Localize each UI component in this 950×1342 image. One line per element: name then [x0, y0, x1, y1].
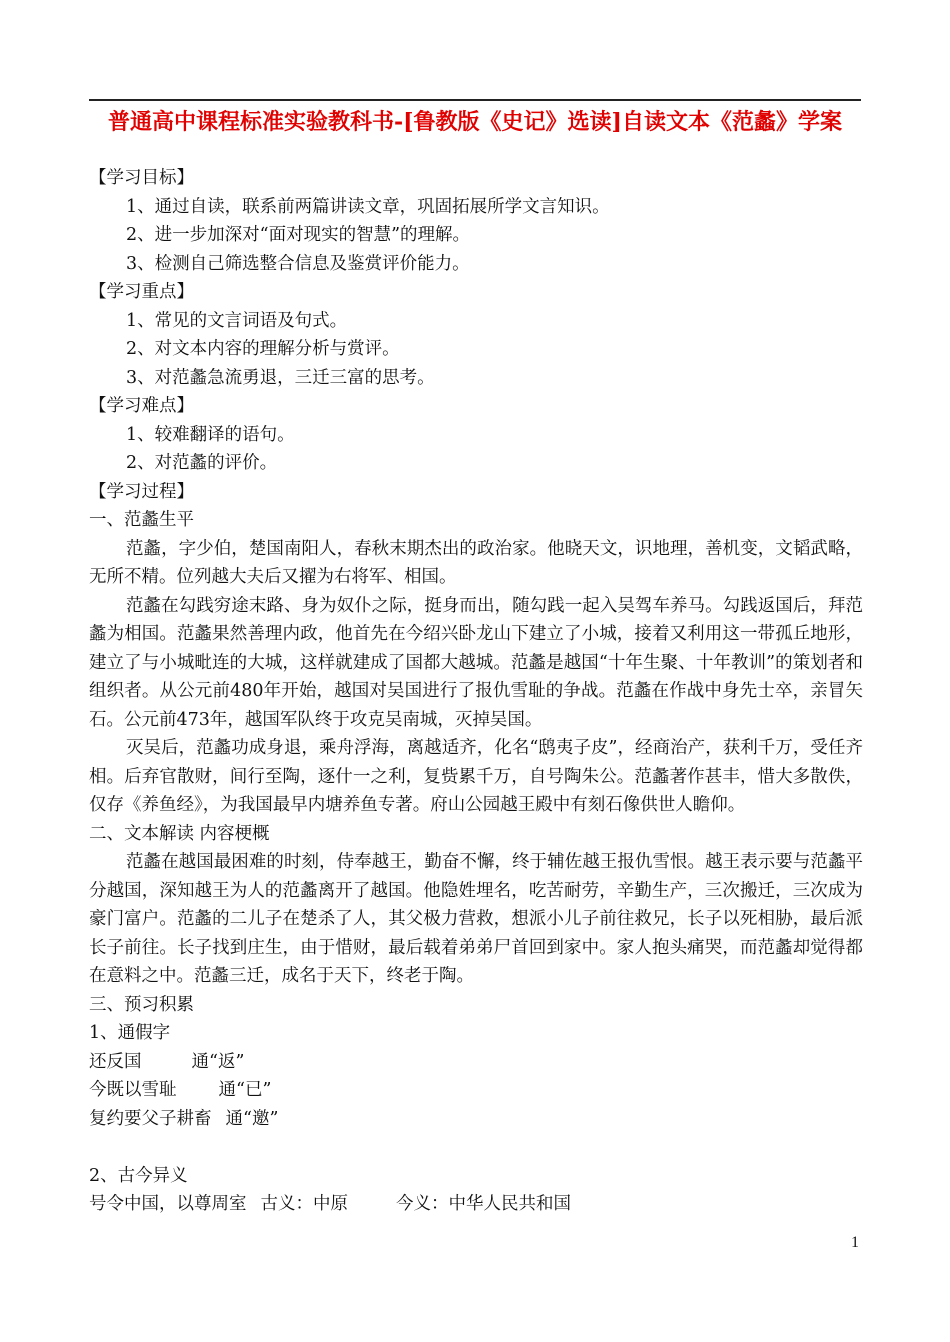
key-points-heading: 【学习重点】: [89, 282, 194, 302]
tongjiazi-phrase: 今既以雪耻: [89, 1080, 177, 1100]
biography-paragraph: 范蠡在勾践穷途末路、身为奴仆之际，挺身而出，随勾践一起入吴驾车养马。勾践返国后，拜范蠡为相国。范蠡果然善理内政，他首先在今绍兴卧龙山下建立了小城，接着又利用这一带孤丘地形，建立了与小城毗连的大城，这样就建成了国都大越城。范蠡是越国“十年生聚、十年教训”的策划者和组织者。从公元前480年开始，越国对吴国进行了报仇雪耻的争战。范蠡在作战中身先士卒，亲冒矢石。公元前473年，越国军队终于攻克吴南城，灭掉吴国。: [89, 595, 863, 730]
tongjiazi-row: [89, 1105, 863, 1134]
tongjiazi-row: [89, 1076, 863, 1105]
summary-heading: 二、文本解读 内容梗概: [89, 823, 270, 844]
difficulty-item: 2、对范蠡的评价。: [126, 453, 278, 473]
document-body: [89, 164, 863, 1219]
gujinyiyi-ancient: 古义：中原: [260, 1194, 348, 1214]
page-number: 1: [851, 1234, 859, 1251]
objectives-heading: 【学习目标】: [89, 168, 194, 188]
objective-item: 1、通过自读，联系前两篇讲读文章，巩固拓展所学文言知识。: [126, 196, 610, 217]
objective-item: 3、检测自己筛选整合信息及鉴赏评价能力。: [126, 253, 470, 274]
gujinyiyi-row: [89, 1190, 863, 1219]
biography-heading: 一、范蠡生平: [89, 510, 194, 530]
biography-paragraph: 范蠡，字少伯，楚国南阳人，春秋末期杰出的政治家。他晓天文，识地理，善机变，文韬武略，无所不精。位列越大夫后又擢为右将军、相国。: [89, 538, 863, 587]
difficulty-item: 1、较难翻译的语句。: [126, 424, 295, 445]
key-point-item: 2、对文本内容的理解分析与赏评。: [126, 339, 400, 359]
tongjiazi-phrase: 还反国: [89, 1051, 142, 1072]
gujinyiyi-modern: 今义：中华人民共和国: [396, 1194, 571, 1214]
gujinyiyi-heading: 2、古今异义: [89, 1165, 188, 1186]
tongjiazi-phrase: 复约要父子耕畜: [89, 1108, 212, 1129]
document-title: 普通高中课程标准实验教科书-[鲁教版《史记》选读]自读文本《范蠡》学案: [108, 109, 842, 135]
objective-item: 2、进一步加深对“面对现实的智慧”的理解。: [126, 225, 471, 245]
difficulties-heading: 【学习难点】: [89, 396, 194, 416]
preview-heading: 三、预习积累: [89, 994, 194, 1015]
summary-paragraph: 范蠡在越国最困难的时刻，侍奉越王，勤奋不懈，终于辅佐越王报仇雪恨。越王表示要与范蠡平分越国，深知越王为人的范蠡离开了越国。他隐姓埋名，吃苦耐劳，辛勤生产，三次搬迁，三次成为豪门富户。范蠡的二儿子在楚杀了人，其父极力营救，想派小儿子前往救兄，长子以死相胁，最后派长子前往。长子找到庄生，由于惜财，最后载着弟弟尸首回到家中。家人抱头痛哭，而范蠡却觉得都在意料之中。范蠡三迁，成名于天下，终老于陶。: [89, 852, 863, 986]
gujinyiyi-phrase: 号令中国，以尊周室: [89, 1194, 247, 1214]
process-heading: 【学习过程】: [89, 481, 194, 502]
blank-line: [89, 1133, 863, 1162]
key-point-item: 1、常见的文言词语及句式。: [126, 310, 348, 331]
tongjiazi-heading: 1、通假字: [89, 1023, 171, 1043]
biography-paragraph: 灭吴后，范蠡功成身退，乘舟浮海，离越适齐，化名“鸱夷子皮”，经商治产，获利千万，受任齐相。后弃官散财，间行至陶，逐什一之利，复赀累千万，自号陶朱公。范蠡著作甚丰，惜大多散佚，仅存《养鱼经》，为我国最早内塘养鱼专著。府山公园越王殿中有刻石像供世人瞻仰。: [89, 738, 863, 815]
tongjiazi-note: 通“邀”: [225, 1108, 279, 1129]
header-rule: [89, 99, 861, 101]
tongjiazi-note: 通“返”: [191, 1051, 245, 1072]
key-point-item: 3、对范蠡急流勇退，三迁三富的思考。: [126, 367, 435, 388]
tongjiazi-row: [89, 1048, 863, 1077]
tongjiazi-note: 通“已”: [218, 1080, 272, 1100]
